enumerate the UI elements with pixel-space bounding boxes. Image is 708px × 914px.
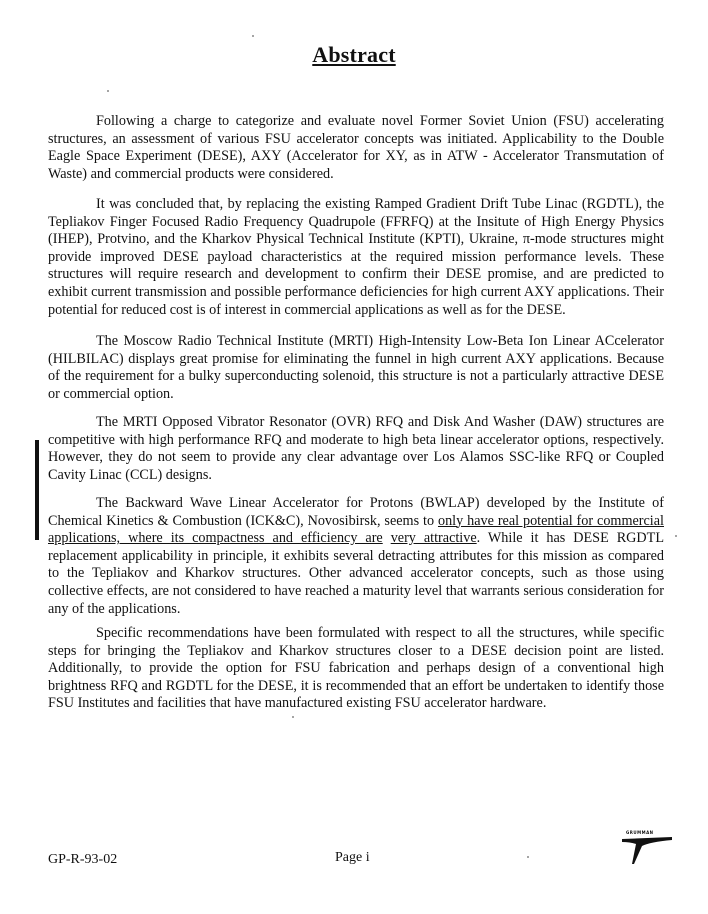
paragraph-5-text-after: . While it has DESE RGDTL replacement applicability in principle, it exhibits several detracting attributes for this mission as compared to the Tepliakov and Kharkov structures. Other advanced accelerator concepts, such as those using collective effects, are not considered to have reached a maturity level that warrants serious consideration for any of the applications. xyxy=(48,530,664,617)
paragraph-5-text-before: The Backward Wave Linear Accelerator for Protons (BWLAP) developed by the Institute of Chemical Kinetics & Combustion (ICK&C), Novosibirsk, seems to xyxy=(48,495,664,529)
page-number: Page i xyxy=(335,850,370,865)
underlined-text-2: very attractive xyxy=(390,530,477,547)
grumman-logo-icon xyxy=(620,830,676,866)
abstract-paragraph-4: The MRTI Opposed Vibrator Resonator (OVR) RFQ and Disk And Washer (DAW) structures are competitive with high performance RFQ and moderate to high beta linear accelerator options, respectively. However, they do not seem to provide any clear advantage over Los Alamos SSC-like RFQ or Coupled Cavity Linac (CCL) designs. xyxy=(48,414,664,483)
abstract-paragraph-2: It was concluded that, by replacing the existing Ramped Gradient Drift Tube Linac (RGDTL), the Tepliakov Finger Focused Radio Frequency Quadrupole (FFRFQ) at the Insitute of High Energy Physics (IHEP), Protvino, and the Kharkov Physical Technical Institute (KPTI), Ukraine, π-mode structures might provide improved DESE payload characteristics at the required mission performance levels. These structures will require research and development to confirm their DESE promise, and are predicted to exhibit current transmission and possible performance deficiencies for high current AXY applications. Their potential for reduced cost is of interest in commercial applications as well as for the DESE. xyxy=(48,196,664,318)
document-number: GP-R-93-02 xyxy=(48,852,118,867)
scan-speck xyxy=(252,35,254,37)
abstract-paragraph-5 xyxy=(48,495,664,618)
scan-speck xyxy=(675,535,677,537)
scan-speck xyxy=(107,90,109,92)
underlined-text-1: only have real potential for commercial applications, where its compactness and efficiency are xyxy=(48,512,664,547)
page-title: Abstract xyxy=(312,42,396,67)
abstract-paragraph-1: Following a charge to categorize and evaluate novel Former Soviet Union (FSU) accelerating structures, an assessment of various FSU accelerator concepts was initiated. Applicability to the Double Eagle Space Experiment (DESE), AXY (Accelerator for XY, as in ATW - Accelerator Transmutation of Waste) and commercial products were considered. xyxy=(48,113,664,182)
logo-text: GRUMMAN xyxy=(626,830,654,835)
scan-speck xyxy=(292,716,294,718)
paragraph-5-space xyxy=(383,530,391,546)
scan-speck xyxy=(527,856,529,858)
abstract-paragraph-3: The Moscow Radio Technical Institute (MRTI) High-Intensity Low-Beta Ion Linear ACcelerator (HILBILAC) displays great promise for eliminating the funnel in high current AXY applications. Because of the requirement for a bulky superconducting solenoid, this structure is not a particularly attractive DESE or commercial option. xyxy=(48,333,664,402)
revision-change-bar xyxy=(35,440,39,540)
abstract-paragraph-6: Specific recommendations have been formulated with respect to all the structures, while specific steps for bringing the Tepliakov and Kharkov structures closer to a DESE decision point are listed. Additionally, to provide the option for FSU fabrication and perhaps design of a conventional high brightness RFQ and RGDTL for the DESE, it is recommended that an effort be undertaken to identify those FSU Institutes and facilities that have manufactured existing FSU accelerator hardware. xyxy=(48,625,664,712)
logo-mark-icon xyxy=(620,836,676,866)
